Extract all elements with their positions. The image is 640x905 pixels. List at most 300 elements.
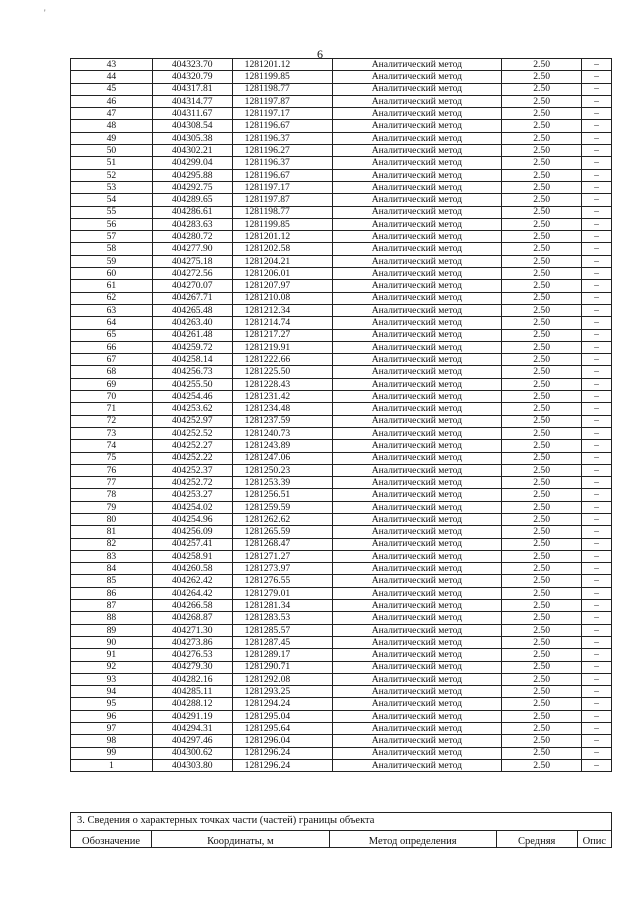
table-row bbox=[71, 194, 612, 206]
coord-y-cell: 1281281.34 bbox=[232, 600, 332, 612]
method-cell: Аналитический метод bbox=[332, 329, 502, 341]
coord-x-cell: 404268.87 bbox=[152, 612, 232, 624]
point-number-cell: 55 bbox=[71, 206, 153, 218]
header-designation: Обозначение bbox=[71, 831, 152, 848]
method-cell: Аналитический метод bbox=[332, 587, 502, 599]
point-number-cell: 85 bbox=[71, 575, 153, 587]
table-row bbox=[71, 464, 612, 476]
method-cell: Аналитический метод bbox=[332, 194, 502, 206]
description-cell: – bbox=[582, 366, 612, 378]
description-cell: – bbox=[582, 391, 612, 403]
coord-y-cell: 1281292.08 bbox=[232, 673, 332, 685]
description-cell: – bbox=[582, 686, 612, 698]
coord-x-cell: 404264.42 bbox=[152, 587, 232, 599]
accuracy-cell: 2.50 bbox=[502, 575, 582, 587]
method-cell: Аналитический метод bbox=[332, 71, 502, 83]
description-cell: – bbox=[582, 218, 612, 230]
point-number-cell: 76 bbox=[71, 464, 153, 476]
table-row bbox=[71, 206, 612, 218]
coord-y-cell: 1281197.17 bbox=[232, 181, 332, 193]
method-cell: Аналитический метод bbox=[332, 477, 502, 489]
table-row bbox=[71, 83, 612, 95]
coord-y-cell: 1281273.97 bbox=[232, 563, 332, 575]
method-cell: Аналитический метод bbox=[332, 415, 502, 427]
coord-y-cell: 1281231.42 bbox=[232, 391, 332, 403]
coord-y-cell: 1281225.50 bbox=[232, 366, 332, 378]
table-row bbox=[71, 452, 612, 464]
method-cell: Аналитический метод bbox=[332, 317, 502, 329]
description-cell: – bbox=[582, 747, 612, 759]
coord-y-cell: 1281196.67 bbox=[232, 169, 332, 181]
accuracy-cell: 2.50 bbox=[502, 304, 582, 316]
table-row bbox=[71, 292, 612, 304]
coord-y-cell: 1281201.12 bbox=[232, 231, 332, 243]
point-number-cell: 48 bbox=[71, 120, 153, 132]
accuracy-cell: 2.50 bbox=[502, 268, 582, 280]
table-row bbox=[71, 280, 612, 292]
point-number-cell: 1 bbox=[71, 759, 153, 771]
point-number-cell: 47 bbox=[71, 108, 153, 120]
method-cell: Аналитический метод bbox=[332, 735, 502, 747]
description-cell: – bbox=[582, 354, 612, 366]
table-row bbox=[71, 612, 612, 624]
coord-y-cell: 1281256.51 bbox=[232, 489, 332, 501]
accuracy-cell: 2.50 bbox=[502, 563, 582, 575]
method-cell: Аналитический метод bbox=[332, 513, 502, 525]
table-row bbox=[71, 747, 612, 759]
description-cell: – bbox=[582, 341, 612, 353]
point-number-cell: 78 bbox=[71, 489, 153, 501]
point-number-cell: 63 bbox=[71, 304, 153, 316]
accuracy-cell: 2.50 bbox=[502, 206, 582, 218]
description-cell: – bbox=[582, 59, 612, 71]
coord-x-cell: 404252.22 bbox=[152, 452, 232, 464]
accuracy-cell: 2.50 bbox=[502, 747, 582, 759]
point-number-cell: 95 bbox=[71, 698, 153, 710]
coord-y-cell: 1281217.27 bbox=[232, 329, 332, 341]
table-row bbox=[71, 673, 612, 685]
accuracy-cell: 2.50 bbox=[502, 341, 582, 353]
coord-y-cell: 1281294.24 bbox=[232, 698, 332, 710]
section-3-header-table bbox=[70, 830, 612, 848]
accuracy-cell: 2.50 bbox=[502, 600, 582, 612]
description-cell: – bbox=[582, 427, 612, 439]
coord-y-cell: 1281222.66 bbox=[232, 354, 332, 366]
method-cell: Аналитический метод bbox=[332, 108, 502, 120]
coord-y-cell: 1281196.67 bbox=[232, 120, 332, 132]
method-cell: Аналитический метод bbox=[332, 612, 502, 624]
method-cell: Аналитический метод bbox=[332, 120, 502, 132]
point-number-cell: 82 bbox=[71, 538, 153, 550]
point-number-cell: 71 bbox=[71, 403, 153, 415]
accuracy-cell: 2.50 bbox=[502, 378, 582, 390]
table-row bbox=[71, 145, 612, 157]
coord-x-cell: 404259.72 bbox=[152, 341, 232, 353]
coord-y-cell: 1281197.17 bbox=[232, 108, 332, 120]
header-coordinates: Координаты, м bbox=[152, 831, 330, 848]
coord-x-cell: 404262.42 bbox=[152, 575, 232, 587]
description-cell: – bbox=[582, 378, 612, 390]
accuracy-cell: 2.50 bbox=[502, 550, 582, 562]
table-row bbox=[71, 243, 612, 255]
accuracy-cell: 2.50 bbox=[502, 673, 582, 685]
section-3-title: 3. Сведения о характерных точках части (частей) границы объекта bbox=[70, 812, 612, 830]
point-number-cell: 69 bbox=[71, 378, 153, 390]
description-cell: – bbox=[582, 317, 612, 329]
table-row bbox=[71, 427, 612, 439]
coord-x-cell: 404253.27 bbox=[152, 489, 232, 501]
point-number-cell: 61 bbox=[71, 280, 153, 292]
accuracy-cell: 2.50 bbox=[502, 317, 582, 329]
method-cell: Аналитический метод bbox=[332, 538, 502, 550]
point-number-cell: 98 bbox=[71, 735, 153, 747]
description-cell: – bbox=[582, 636, 612, 648]
accuracy-cell: 2.50 bbox=[502, 83, 582, 95]
coord-y-cell: 1281295.64 bbox=[232, 723, 332, 735]
method-cell: Аналитический метод bbox=[332, 440, 502, 452]
coord-y-cell: 1281296.24 bbox=[232, 759, 332, 771]
point-number-cell: 92 bbox=[71, 661, 153, 673]
coord-y-cell: 1281196.27 bbox=[232, 145, 332, 157]
coord-x-cell: 404282.16 bbox=[152, 673, 232, 685]
table-row bbox=[71, 378, 612, 390]
table-row bbox=[71, 391, 612, 403]
page-number: 6 bbox=[317, 47, 323, 61]
accuracy-cell: 2.50 bbox=[502, 120, 582, 132]
coord-y-cell: 1281262.62 bbox=[232, 513, 332, 525]
table-row bbox=[71, 686, 612, 698]
coord-x-cell: 404257.41 bbox=[152, 538, 232, 550]
method-cell: Аналитический метод bbox=[332, 243, 502, 255]
point-number-cell: 67 bbox=[71, 354, 153, 366]
accuracy-cell: 2.50 bbox=[502, 587, 582, 599]
coord-y-cell: 1281198.77 bbox=[232, 83, 332, 95]
point-number-cell: 65 bbox=[71, 329, 153, 341]
table-row bbox=[71, 341, 612, 353]
table-row bbox=[71, 501, 612, 513]
coord-y-cell: 1281287.45 bbox=[232, 636, 332, 648]
table-row bbox=[71, 317, 612, 329]
point-number-cell: 84 bbox=[71, 563, 153, 575]
coord-x-cell: 404254.96 bbox=[152, 513, 232, 525]
method-cell: Аналитический метод bbox=[332, 255, 502, 267]
point-number-cell: 60 bbox=[71, 268, 153, 280]
coord-y-cell: 1281247.06 bbox=[232, 452, 332, 464]
table-row bbox=[71, 304, 612, 316]
description-cell: – bbox=[582, 231, 612, 243]
coord-x-cell: 404299.04 bbox=[152, 157, 232, 169]
point-number-cell: 97 bbox=[71, 723, 153, 735]
description-cell: – bbox=[582, 415, 612, 427]
coord-x-cell: 404311.67 bbox=[152, 108, 232, 120]
coord-y-cell: 1281271.27 bbox=[232, 550, 332, 562]
table-row bbox=[71, 218, 612, 230]
accuracy-cell: 2.50 bbox=[502, 218, 582, 230]
accuracy-cell: 2.50 bbox=[502, 280, 582, 292]
method-cell: Аналитический метод bbox=[332, 452, 502, 464]
accuracy-cell: 2.50 bbox=[502, 735, 582, 747]
description-cell: – bbox=[582, 600, 612, 612]
coordinates-table-body bbox=[71, 59, 612, 772]
table-row bbox=[71, 735, 612, 747]
method-cell: Аналитический метод bbox=[332, 169, 502, 181]
description-cell: – bbox=[582, 501, 612, 513]
table-row bbox=[71, 95, 612, 107]
method-cell: Аналитический метод bbox=[332, 231, 502, 243]
accuracy-cell: 2.50 bbox=[502, 661, 582, 673]
coord-y-cell: 1281206.01 bbox=[232, 268, 332, 280]
description-cell: – bbox=[582, 513, 612, 525]
description-cell: – bbox=[582, 243, 612, 255]
table-row bbox=[71, 489, 612, 501]
point-number-cell: 64 bbox=[71, 317, 153, 329]
coord-x-cell: 404292.75 bbox=[152, 181, 232, 193]
point-number-cell: 90 bbox=[71, 636, 153, 648]
point-number-cell: 91 bbox=[71, 649, 153, 661]
method-cell: Аналитический метод bbox=[332, 624, 502, 636]
coord-x-cell: 404285.11 bbox=[152, 686, 232, 698]
coord-y-cell: 1281196.37 bbox=[232, 157, 332, 169]
point-number-cell: 58 bbox=[71, 243, 153, 255]
coord-x-cell: 404302.21 bbox=[152, 145, 232, 157]
table-row bbox=[71, 477, 612, 489]
table-row bbox=[71, 354, 612, 366]
description-cell: – bbox=[582, 181, 612, 193]
header-method: Метод определения bbox=[329, 831, 496, 848]
coord-y-cell: 1281253.39 bbox=[232, 477, 332, 489]
method-cell: Аналитический метод bbox=[332, 354, 502, 366]
coord-x-cell: 404275.18 bbox=[152, 255, 232, 267]
table-row bbox=[71, 759, 612, 771]
table-row bbox=[71, 169, 612, 181]
coord-y-cell: 1281219.91 bbox=[232, 341, 332, 353]
method-cell: Аналитический метод bbox=[332, 391, 502, 403]
description-cell: – bbox=[582, 304, 612, 316]
coord-y-cell: 1281228.43 bbox=[232, 378, 332, 390]
description-cell: – bbox=[582, 526, 612, 538]
accuracy-cell: 2.50 bbox=[502, 194, 582, 206]
point-number-cell: 50 bbox=[71, 145, 153, 157]
accuracy-cell: 2.50 bbox=[502, 255, 582, 267]
coord-y-cell: 1281295.04 bbox=[232, 710, 332, 722]
description-cell: – bbox=[582, 649, 612, 661]
table-row bbox=[71, 268, 612, 280]
coord-x-cell: 404283.63 bbox=[152, 218, 232, 230]
point-number-cell: 44 bbox=[71, 71, 153, 83]
point-number-cell: 74 bbox=[71, 440, 153, 452]
point-number-cell: 49 bbox=[71, 132, 153, 144]
coord-x-cell: 404252.72 bbox=[152, 477, 232, 489]
description-cell: – bbox=[582, 157, 612, 169]
accuracy-cell: 2.50 bbox=[502, 538, 582, 550]
method-cell: Аналитический метод bbox=[332, 268, 502, 280]
corner-mark: ' bbox=[44, 8, 46, 18]
coord-x-cell: 404252.27 bbox=[152, 440, 232, 452]
method-cell: Аналитический метод bbox=[332, 464, 502, 476]
coord-x-cell: 404297.46 bbox=[152, 735, 232, 747]
coord-y-cell: 1281289.17 bbox=[232, 649, 332, 661]
description-cell: – bbox=[582, 206, 612, 218]
method-cell: Аналитический метод bbox=[332, 550, 502, 562]
coord-x-cell: 404276.53 bbox=[152, 649, 232, 661]
coord-y-cell: 1281196.37 bbox=[232, 132, 332, 144]
description-cell: – bbox=[582, 120, 612, 132]
point-number-cell: 43 bbox=[71, 59, 153, 71]
coord-x-cell: 404266.58 bbox=[152, 600, 232, 612]
coord-x-cell: 404273.86 bbox=[152, 636, 232, 648]
coord-y-cell: 1281296.04 bbox=[232, 735, 332, 747]
description-cell: – bbox=[582, 255, 612, 267]
point-number-cell: 51 bbox=[71, 157, 153, 169]
point-number-cell: 81 bbox=[71, 526, 153, 538]
description-cell: – bbox=[582, 268, 612, 280]
accuracy-cell: 2.50 bbox=[502, 108, 582, 120]
point-number-cell: 73 bbox=[71, 427, 153, 439]
coord-y-cell: 1281243.89 bbox=[232, 440, 332, 452]
coordinates-table bbox=[70, 58, 612, 772]
coord-y-cell: 1281199.85 bbox=[232, 218, 332, 230]
coord-x-cell: 404277.90 bbox=[152, 243, 232, 255]
accuracy-cell: 2.50 bbox=[502, 292, 582, 304]
section-3-header-row bbox=[71, 831, 612, 848]
method-cell: Аналитический метод bbox=[332, 427, 502, 439]
table-row bbox=[71, 723, 612, 735]
coord-y-cell: 1281293.25 bbox=[232, 686, 332, 698]
description-cell: – bbox=[582, 735, 612, 747]
method-cell: Аналитический метод bbox=[332, 218, 502, 230]
description-cell: – bbox=[582, 612, 612, 624]
point-number-cell: 87 bbox=[71, 600, 153, 612]
description-cell: – bbox=[582, 71, 612, 83]
coord-x-cell: 404288.12 bbox=[152, 698, 232, 710]
method-cell: Аналитический метод bbox=[332, 403, 502, 415]
coord-x-cell: 404255.50 bbox=[152, 378, 232, 390]
description-cell: – bbox=[582, 587, 612, 599]
point-number-cell: 70 bbox=[71, 391, 153, 403]
point-number-cell: 66 bbox=[71, 341, 153, 353]
coord-y-cell: 1281199.85 bbox=[232, 71, 332, 83]
coord-y-cell: 1281268.47 bbox=[232, 538, 332, 550]
table-row bbox=[71, 698, 612, 710]
coord-x-cell: 404253.62 bbox=[152, 403, 232, 415]
coord-x-cell: 404295.88 bbox=[152, 169, 232, 181]
accuracy-cell: 2.50 bbox=[502, 636, 582, 648]
description-cell: – bbox=[582, 440, 612, 452]
method-cell: Аналитический метод bbox=[332, 686, 502, 698]
table-row bbox=[71, 157, 612, 169]
coord-y-cell: 1281201.12 bbox=[232, 59, 332, 71]
accuracy-cell: 2.50 bbox=[502, 440, 582, 452]
method-cell: Аналитический метод bbox=[332, 649, 502, 661]
table-row bbox=[71, 513, 612, 525]
coord-x-cell: 404294.31 bbox=[152, 723, 232, 735]
description-cell: – bbox=[582, 83, 612, 95]
coord-x-cell: 404320.79 bbox=[152, 71, 232, 83]
method-cell: Аналитический метод bbox=[332, 341, 502, 353]
coord-y-cell: 1281259.59 bbox=[232, 501, 332, 513]
table-row bbox=[71, 132, 612, 144]
coord-x-cell: 404258.14 bbox=[152, 354, 232, 366]
method-cell: Аналитический метод bbox=[332, 132, 502, 144]
coord-y-cell: 1281296.24 bbox=[232, 747, 332, 759]
table-row bbox=[71, 587, 612, 599]
description-cell: – bbox=[582, 464, 612, 476]
point-number-cell: 68 bbox=[71, 366, 153, 378]
method-cell: Аналитический метод bbox=[332, 366, 502, 378]
method-cell: Аналитический метод bbox=[332, 83, 502, 95]
accuracy-cell: 2.50 bbox=[502, 415, 582, 427]
coord-x-cell: 404323.70 bbox=[152, 59, 232, 71]
accuracy-cell: 2.50 bbox=[502, 624, 582, 636]
coord-y-cell: 1281240.73 bbox=[232, 427, 332, 439]
method-cell: Аналитический метод bbox=[332, 698, 502, 710]
coord-y-cell: 1281198.77 bbox=[232, 206, 332, 218]
accuracy-cell: 2.50 bbox=[502, 759, 582, 771]
table-row bbox=[71, 550, 612, 562]
method-cell: Аналитический метод bbox=[332, 95, 502, 107]
method-cell: Аналитический метод bbox=[332, 526, 502, 538]
point-number-cell: 94 bbox=[71, 686, 153, 698]
accuracy-cell: 2.50 bbox=[502, 145, 582, 157]
description-cell: – bbox=[582, 698, 612, 710]
description-cell: – bbox=[582, 624, 612, 636]
coord-x-cell: 404260.58 bbox=[152, 563, 232, 575]
method-cell: Аналитический метод bbox=[332, 304, 502, 316]
accuracy-cell: 2.50 bbox=[502, 698, 582, 710]
accuracy-cell: 2.50 bbox=[502, 95, 582, 107]
coord-y-cell: 1281290.71 bbox=[232, 661, 332, 673]
description-cell: – bbox=[582, 538, 612, 550]
accuracy-cell: 2.50 bbox=[502, 526, 582, 538]
header-description: Опис bbox=[577, 831, 611, 848]
method-cell: Аналитический метод bbox=[332, 378, 502, 390]
table-row bbox=[71, 624, 612, 636]
accuracy-cell: 2.50 bbox=[502, 329, 582, 341]
point-number-cell: 45 bbox=[71, 83, 153, 95]
point-number-cell: 53 bbox=[71, 181, 153, 193]
accuracy-cell: 2.50 bbox=[502, 71, 582, 83]
coord-x-cell: 404303.80 bbox=[152, 759, 232, 771]
accuracy-cell: 2.50 bbox=[502, 243, 582, 255]
coord-x-cell: 404300.62 bbox=[152, 747, 232, 759]
table-row bbox=[71, 366, 612, 378]
table-row bbox=[71, 181, 612, 193]
coord-x-cell: 404272.56 bbox=[152, 268, 232, 280]
method-cell: Аналитический метод bbox=[332, 661, 502, 673]
accuracy-cell: 2.50 bbox=[502, 501, 582, 513]
table-row bbox=[71, 71, 612, 83]
description-cell: – bbox=[582, 477, 612, 489]
accuracy-cell: 2.50 bbox=[502, 132, 582, 144]
point-number-cell: 79 bbox=[71, 501, 153, 513]
description-cell: – bbox=[582, 145, 612, 157]
accuracy-cell: 2.50 bbox=[502, 513, 582, 525]
point-number-cell: 72 bbox=[71, 415, 153, 427]
method-cell: Аналитический метод bbox=[332, 292, 502, 304]
coord-y-cell: 1281276.55 bbox=[232, 575, 332, 587]
method-cell: Аналитический метод bbox=[332, 600, 502, 612]
coord-x-cell: 404270.07 bbox=[152, 280, 232, 292]
method-cell: Аналитический метод bbox=[332, 489, 502, 501]
description-cell: – bbox=[582, 292, 612, 304]
coord-y-cell: 1281214.74 bbox=[232, 317, 332, 329]
point-number-cell: 54 bbox=[71, 194, 153, 206]
description-cell: – bbox=[582, 95, 612, 107]
coord-x-cell: 404261.48 bbox=[152, 329, 232, 341]
method-cell: Аналитический метод bbox=[332, 636, 502, 648]
accuracy-cell: 2.50 bbox=[502, 169, 582, 181]
point-number-cell: 52 bbox=[71, 169, 153, 181]
